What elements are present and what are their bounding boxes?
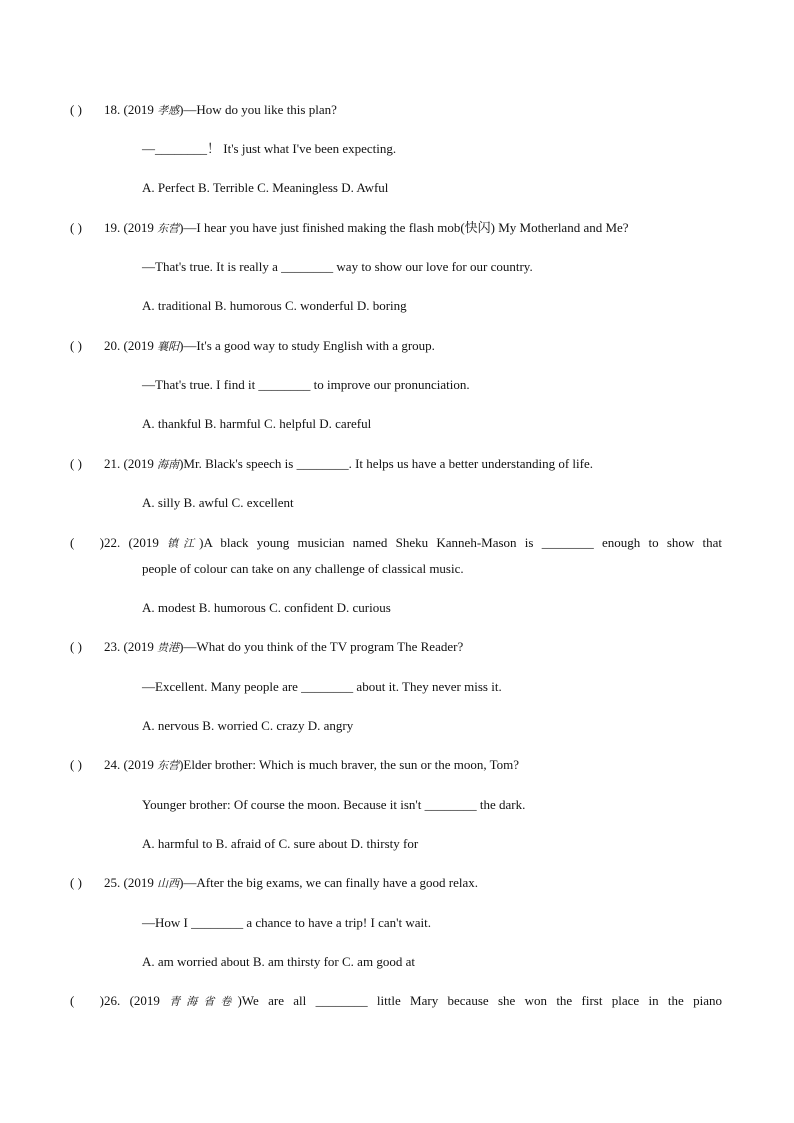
- question-24-line: Younger brother: Of course the moon. Because it isn't ________ the dark.: [142, 797, 526, 812]
- question-source: 襄阳: [157, 340, 180, 353]
- question-source: 山西: [157, 877, 180, 890]
- question-number: 25.: [104, 875, 121, 890]
- question-year: (2019: [123, 757, 154, 772]
- question-year: (2019: [123, 456, 154, 471]
- question-number: 23.: [104, 639, 121, 654]
- question-19-options: A. traditional B. humorous C. wonderful D. boring: [142, 298, 407, 313]
- question-stem: )We are all ________ little Mary because she won the first place in the piano: [237, 993, 722, 1008]
- answer-blank: ( ): [70, 535, 104, 550]
- question-number: 19.: [104, 220, 121, 235]
- answer-blank: ( ): [70, 639, 82, 654]
- question-stem: )—It's a good way to study English with a group.: [179, 338, 435, 353]
- question-year: (2019: [128, 535, 159, 550]
- question-25-options: A. am worried about B. am thirsty for C. am good at: [142, 954, 415, 969]
- question-21: [70, 456, 593, 473]
- question-year: (2019: [123, 639, 154, 654]
- question-year: (2019: [123, 102, 154, 117]
- question-19: [70, 220, 629, 237]
- question-19-line: —That's true. It is really a ________ way to show our love for our country.: [142, 259, 533, 274]
- question-year: (2019: [123, 220, 154, 235]
- answer-blank: ( ): [70, 875, 82, 890]
- question-20-line: —That's true. I find it ________ to improve our pronunciation.: [142, 377, 470, 392]
- answer-blank: ( ): [70, 757, 82, 772]
- question-source: 贵港: [157, 641, 180, 654]
- question-21-options: A. silly B. awful C. excellent: [142, 495, 294, 510]
- question-22-options: A. modest B. humorous C. confident D. curious: [142, 600, 391, 615]
- question-stem: )Mr. Black's speech is ________. It helps us have a better understanding of life.: [179, 456, 594, 471]
- answer-blank: ( ): [70, 993, 104, 1008]
- question-18-options: A. Perfect B. Terrible C. Meaningless D. Awful: [142, 180, 389, 195]
- question-18-line: —________！ It's just what I've been expecting.: [142, 141, 397, 156]
- question-year: (2019: [123, 338, 154, 353]
- question-number: 24.: [104, 757, 121, 772]
- question-source: 镇江: [167, 537, 200, 550]
- answer-blank: ( ): [70, 220, 82, 235]
- answer-blank: ( ): [70, 102, 82, 117]
- question-source: 东营: [157, 222, 180, 235]
- question-year: (2019: [129, 993, 160, 1008]
- answer-blank: ( ): [70, 338, 82, 353]
- question-stem: )—After the big exams, we can finally have a good relax.: [179, 875, 478, 890]
- question-number: 20.: [104, 338, 121, 353]
- question-number: 22.: [104, 535, 121, 550]
- question-20: [70, 338, 435, 355]
- question-25-line: —How I ________ a chance to have a trip! I can't wait.: [142, 915, 431, 930]
- question-source: 海南: [157, 458, 180, 471]
- question-23-line: —Excellent. Many people are ________ about it. They never miss it.: [142, 679, 502, 694]
- question-stem: )Elder brother: Which is much braver, the sun or the moon, Tom?: [179, 757, 520, 772]
- question-number: 26.: [104, 993, 121, 1008]
- question-20-options: A. thankful B. harmful C. helpful D. careful: [142, 416, 372, 431]
- question-number: 21.: [104, 456, 121, 471]
- question-26: [70, 993, 722, 1010]
- question-22: [70, 535, 722, 552]
- question-source: 东营: [157, 759, 180, 772]
- question-source: 孝感: [157, 104, 180, 117]
- question-stem: )A black young musician named Sheku Kanneh-Mason is ________ enough to show that: [199, 535, 723, 550]
- question-number: 18.: [104, 102, 121, 117]
- question-23-options: A. nervous B. worried C. crazy D. angry: [142, 718, 354, 733]
- question-source: 青海省卷: [169, 995, 238, 1008]
- question-22-line: people of colour can take on any challenge of classical music.: [142, 561, 464, 576]
- question-18: [70, 102, 337, 119]
- question-23: [70, 639, 463, 656]
- question-25: [70, 875, 478, 892]
- question-stem: )—What do you think of the TV program The Reader?: [179, 639, 464, 654]
- question-stem: )—I hear you have just finished making the flash mob(快闪) My Motherland and Me?: [179, 220, 629, 235]
- question-24: [70, 757, 519, 774]
- question-24-options: A. harmful to B. afraid of C. sure about D. thirsty for: [142, 836, 419, 851]
- question-stem: )—How do you like this plan?: [179, 102, 337, 117]
- answer-blank: ( ): [70, 456, 82, 471]
- question-year: (2019: [123, 875, 154, 890]
